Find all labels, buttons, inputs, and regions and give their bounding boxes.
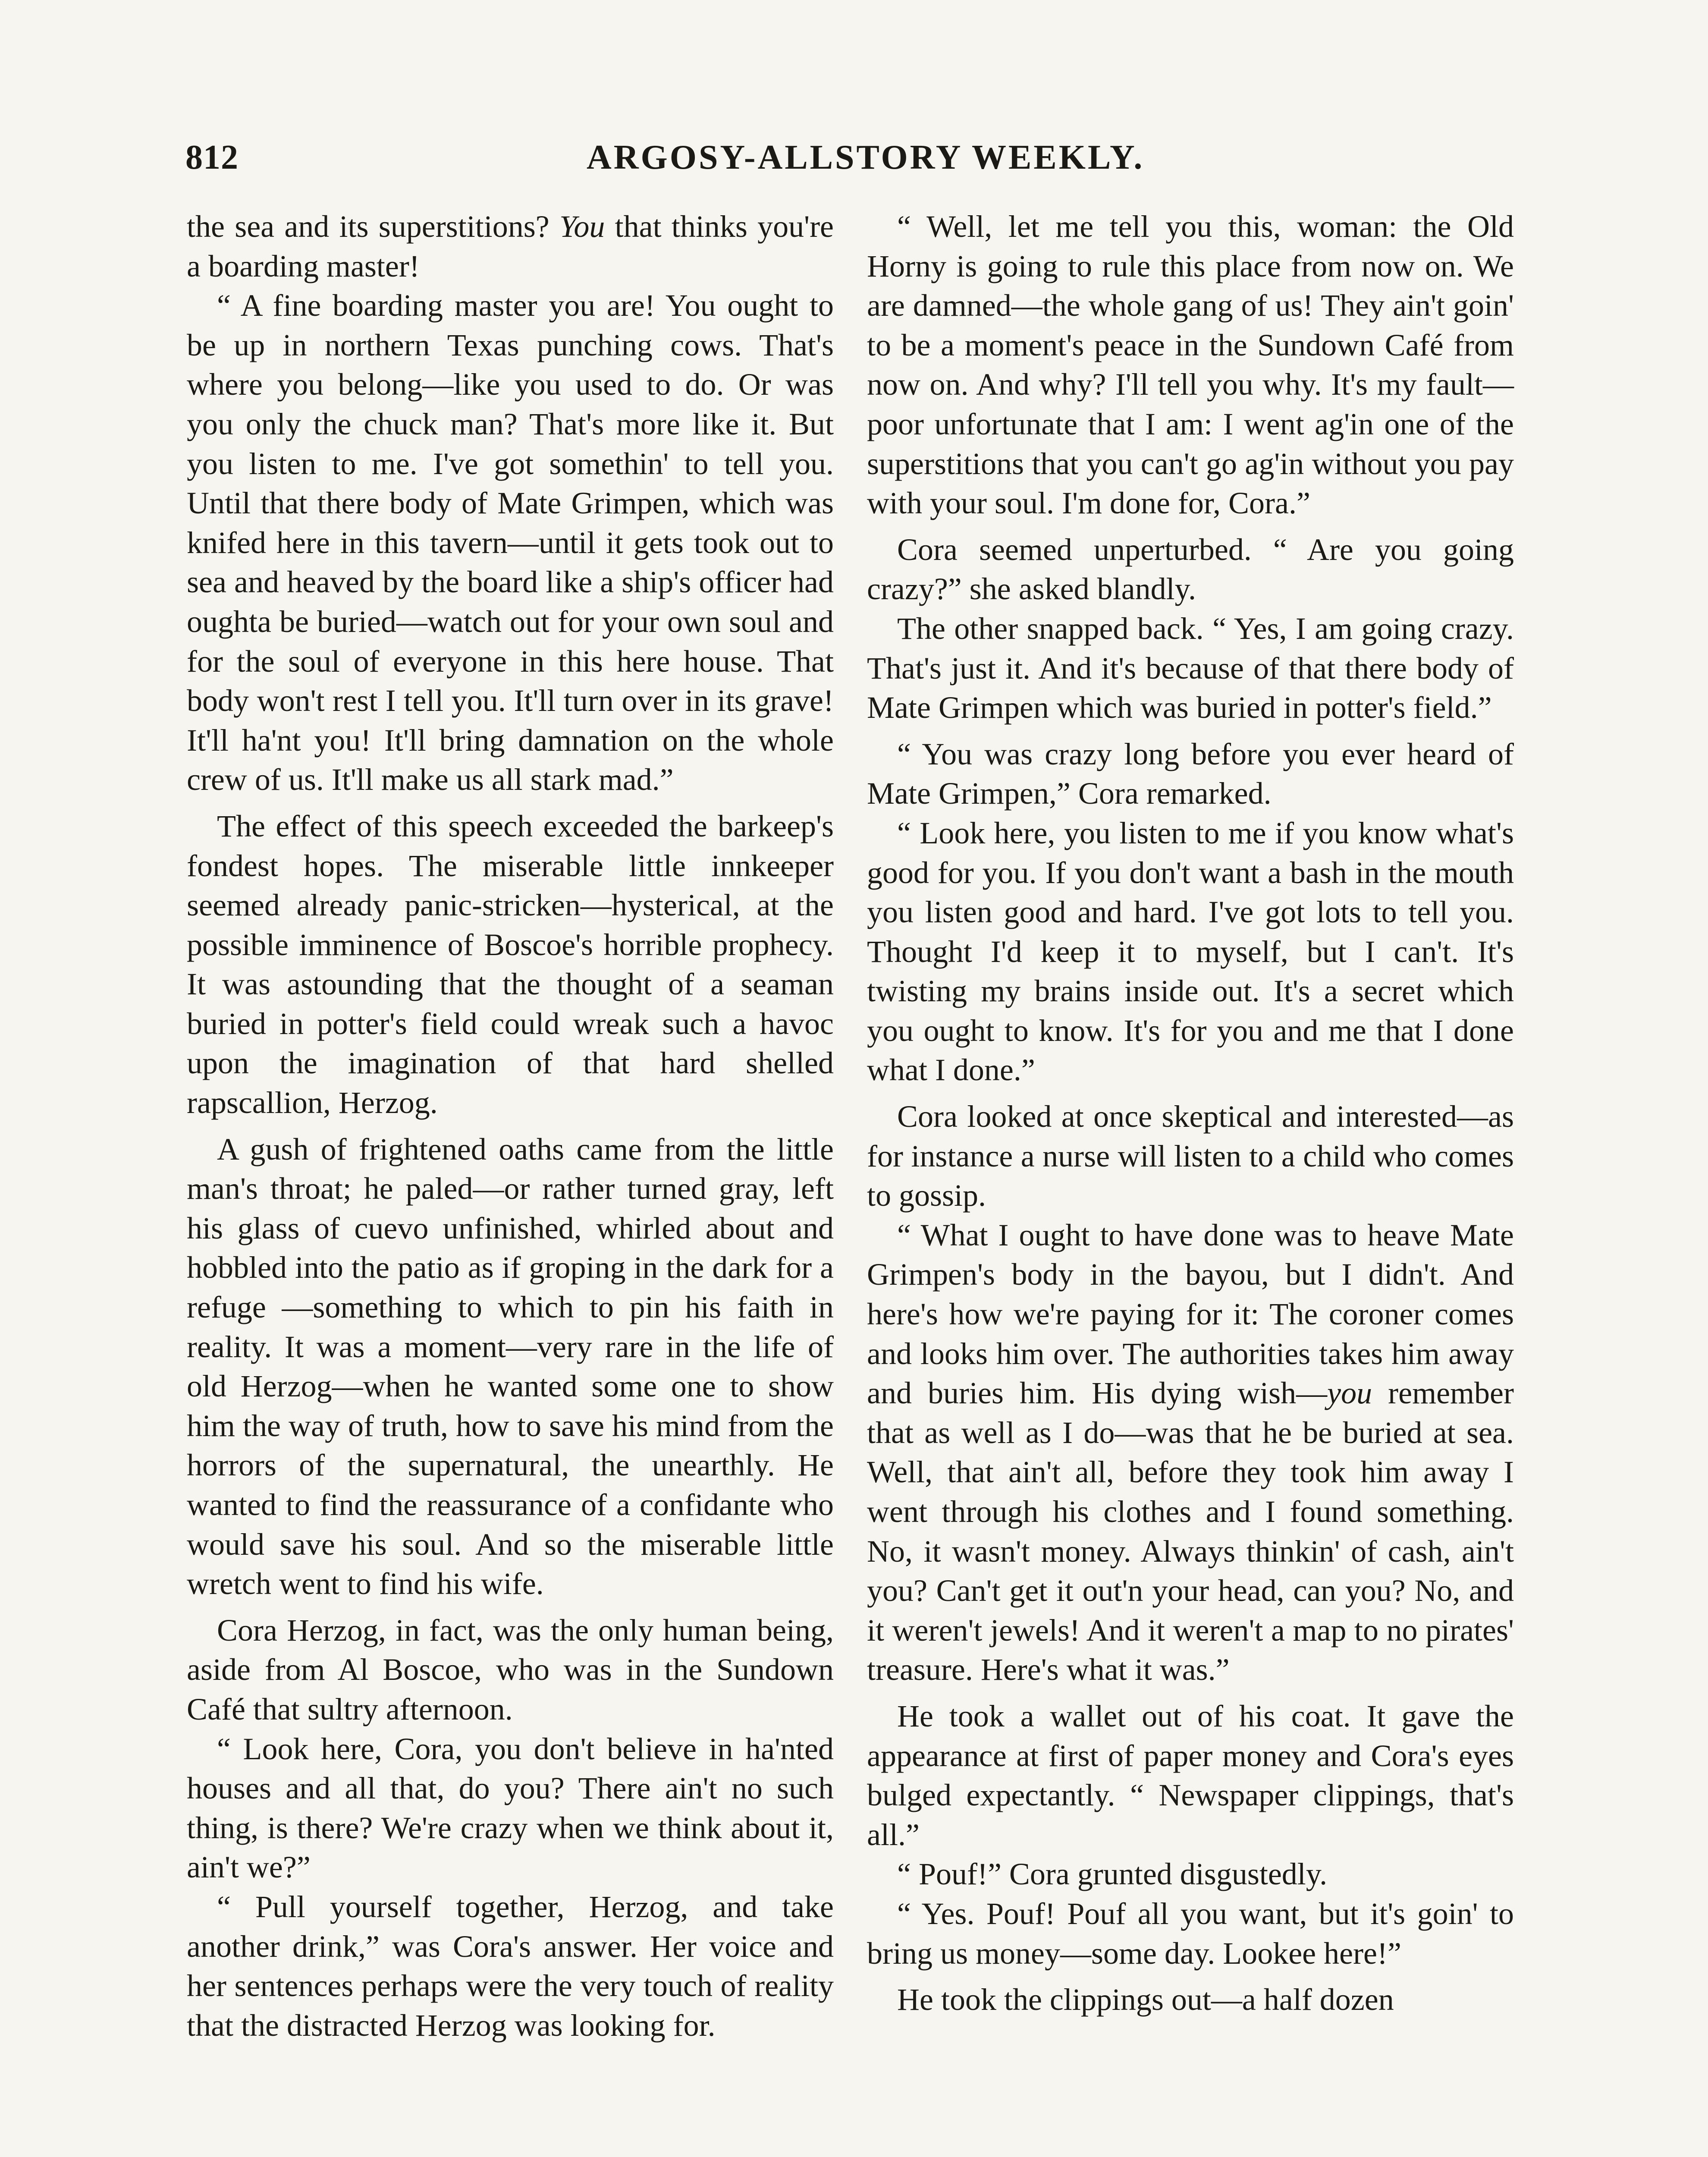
paragraph: “ You was crazy long before you ever heard of Mate Grimpen,” Cora remarked. xyxy=(867,736,1514,811)
paragraph: The other snapped back. “ Yes, I am going crazy. That's just it. And it's because of that there body of Mate Grimpen which was buried in potter's field.” xyxy=(867,611,1514,725)
paragraph: “ Yes. Pouf! Pouf all you want, but it's goin' to bring us money—some day. Lookee here!” xyxy=(867,1896,1514,1971)
paragraph: He took a wallet out of his coat. It gave the appearance at first of paper money and Cora's eyes bulged expectantly. “ Newspaper clippings, that's all.” xyxy=(867,1698,1514,1852)
paragraph: Cora looked at once skeptical and interested—as for instance a nurse will listen to a child who comes to gossip. xyxy=(867,1099,1514,1213)
paragraph: “ Look here, you listen to me if you know what's good for you. If you don't want a bash in the mouth you listen good and hard. I've got lots to tell you. Thought I'd keep it to myself, but I can't. It's twisting my brains inside out. It's a secret which you ought to know. It's for you and me that I done what I done.” xyxy=(867,815,1514,1088)
paragraph: “ Well, let me tell you this, woman: the Old Horny is going to rule this place from now on. We are damned—the whole gang of us! They ain't goin' to be a moment's peace in the Sundown Café from now on. And why? I'll tell you why. It's my fault—poor unfortunate that I am: I went ag'in one of the superstitions that you can't go ag'in without you pay with your soul. I'm done for, Cora.” xyxy=(867,209,1514,521)
paragraph: “ A fine boarding master you are! You ought to be up in northern Texas punching cows. That's where you belong—like you used to do. Or was you only the chuck man? That's more like it. But you listen to me. I've got somethin' to tell you. Until that there body of Mate Grimpen, which was knifed here in this tavern—until it gets took out to sea and heaved by the board like a ship's officer had oughta be buried—watch out for your own soul and for the soul of everyone in this here house. That body won't rest I tell you. It'll turn over in its grave! It'll ha'nt you! It'll bring damnation on the whole crew of us. It'll make us all stark mad.” xyxy=(187,288,834,797)
paragraph: “ What I ought to have done was to heave Mate Grimpen's body in the bayou, but I didn't. And here's how we're paying for it: The coroner comes and looks him over. The authorities takes him away and buries him. His dying wish—you remember that as well as I do—was that he be buried at sea. Well, that ain't all, before they took him away I went through his clothes and I found something. No, it wasn't money. Always thinkin' of cash, ain't you? Can't get it out'n your head, can you? No, and it weren't jewels! And it weren't a map to no pirates' treasure. Here's what it was.” xyxy=(867,1217,1514,1687)
running-title: ARGOSY-ALLSTORY WEEKLY. xyxy=(587,138,1145,176)
paragraph: “ Pull yourself together, Herzog, and take another drink,” was Cora's answer. Her voice and her sentences perhaps were the very touch of reality that the distracted Herzog was looking for. xyxy=(187,1889,834,2043)
paragraph: “ Look here, Cora, you don't believe in ha'nted houses and all that, do you? There ain't no such thing, is there? We're crazy when we think about it, ain't we?” xyxy=(187,1731,834,1885)
page-number: 812 xyxy=(185,138,239,176)
paragraph: The effect of this speech exceeded the barkeep's fondest hopes. The miserable little innkeeper seemed already panic-stricken—hysterical, at the possible imminence of Boscoe's horrible prophecy. It was astounding that the thought of a seaman buried in potter's field could wreak such a havoc upon the imagination of that hard shelled rapscallion, Herzog. xyxy=(187,808,834,1120)
paragraph: the sea and its superstitions? You that thinks you're a boarding master! xyxy=(187,209,834,283)
text-column-right xyxy=(867,207,1514,2020)
text-column-left xyxy=(187,207,834,2045)
paragraph: “ Pouf!” Cora grunted disgustedly. xyxy=(897,1857,1328,1892)
paragraph: Cora seemed unperturbed. “ Are you going crazy?” she asked blandly. xyxy=(867,532,1514,607)
paragraph: Cora Herzog, in fact, was the only human being, aside from Al Boscoe, who was in the Sundown Café that sultry afternoon. xyxy=(187,1613,834,1726)
paragraph: He took the clippings out—a half dozen xyxy=(897,1982,1394,2017)
paragraph: A gush of frightened oaths came from the little man's throat; he paled—or rather turned gray, left his glass of cuevo unfinished, whirled about and hobbled into the patio as if groping in the dark for a refuge —something to which to pin his faith in reality. It was a moment—very rare in the life of old Herzog—when he wanted some one to show him the way of truth, how to save his mind from the horrors of the supernatural, the unearthly. He wanted to find the reassurance of a confidante who would save his soul. And so the miserable little wretch went to find his wife. xyxy=(187,1132,834,1601)
page-header xyxy=(185,138,1523,203)
